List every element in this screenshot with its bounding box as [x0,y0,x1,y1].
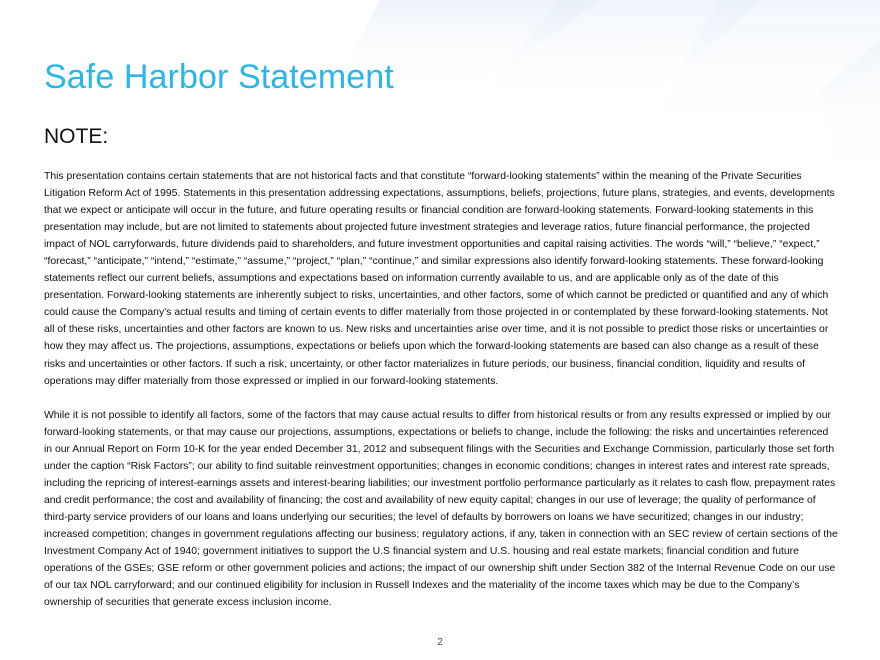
page-number: 2 [437,637,443,648]
disclaimer-body [44,168,839,611]
paragraph-risk-factors: While it is not possible to identify all factors, some of the factors that may cause actual results to differ from historical results or from any results expressed or implied by our forward-looking statements, or that may cause our projections, assumptions, expectations or beliefs to change, include the following: the risks and uncertainties referenced in our Annual Report on Form 10-K for the year ended December 31, 2012 and subsequent filings with the Securities and Exchange Commission, particularly those set forth under the caption “Risk Factors”; our ability to find suitable reinvestment opportunities; changes in economic conditions; changes in interest rates and interest rate spreads, including the repricing of interest-earnings assets and interest-bearing liabilities; our investment portfolio performance particularly as it relates to cash flow, prepayment rates and credit performance; the cost and availability of financing; the cost and availability of new equity capital; changes in our use of leverage; the quality of performance of third-party service providers of our loans and loans underlying our securities; the level of defaults by borrowers on loans we have securitized; changes in our industry; increased competition; changes in government regulations affecting our business; regulatory actions, if any, taken in connection with an SEC review of certain sections of the Investment Company Act of 1940; government initiatives to support the U.S financial system and U.S. housing and real estate markets; financial condition and future operations of the GSEs; GSE reform or other government policies and actions; the impact of our ownership shift under Section 382 of the Internal Revenue Code on our use of our tax NOL carryforward; and our continued eligibility for inclusion in Russell Indexes and the materiality of the income taxes which may be due to the Company’s ownership of securities that generate excess inclusion income. [44,409,838,609]
paragraph-forward-looking: This presentation contains certain statements that are not historical facts and that constitute “forward-looking statements” within the meaning of the Private Securities Litigation Reform Act of 1995. Statements in this presentation addressing expectations, assumptions, beliefs, projections, future plans, strategies, and events, developments that we expect or anticipate will occur in the future, and future operating results or financial condition are forward-looking statements. Forward-looking statements in this presentation may include, but are not limited to statements about projected future investment strategies and leverage ratios, future financial performance, the projected impact of NOL carryforwards, future dividends paid to shareholders, and future investment opportunities and capital raising activities. The words “will,” “believe,” “expect,” “forecast,” “anticipate,” “intend,” “estimate,” “assume,” “project,” “plan,” “continue,” and similar expressions also identify forward-looking statements. These forward-looking statements reflect our current beliefs, assumptions and expectations based on information currently available to us, and are applicable only as of the date of this presentation. Forward-looking statements are inherently subject to risks, uncertainties, and other factors, some of which cannot be predicted or quantified and any of which could cause the Company’s actual results and timing of certain events to differ materially from those projected in or contemplated by these forward-looking statements. Not all of these risks, uncertainties and other factors are known to us. New risks and uncertainties arise over time, and it is not possible to predict those risks or uncertainties or how they may affect us. The projections, assumptions, expectations or beliefs upon which the forward-looking statements are based can also change as a result of these risks and uncertainties or other factors. If such a risk, uncertainty, or other factor materializes in future periods, our business, financial condition, liquidity and results of operations may differ materially from those expressed or implied in our forward-looking statements. [44,171,835,387]
slide-title: Safe Harbor Statement [44,58,394,96]
note-heading: NOTE: [44,125,109,148]
